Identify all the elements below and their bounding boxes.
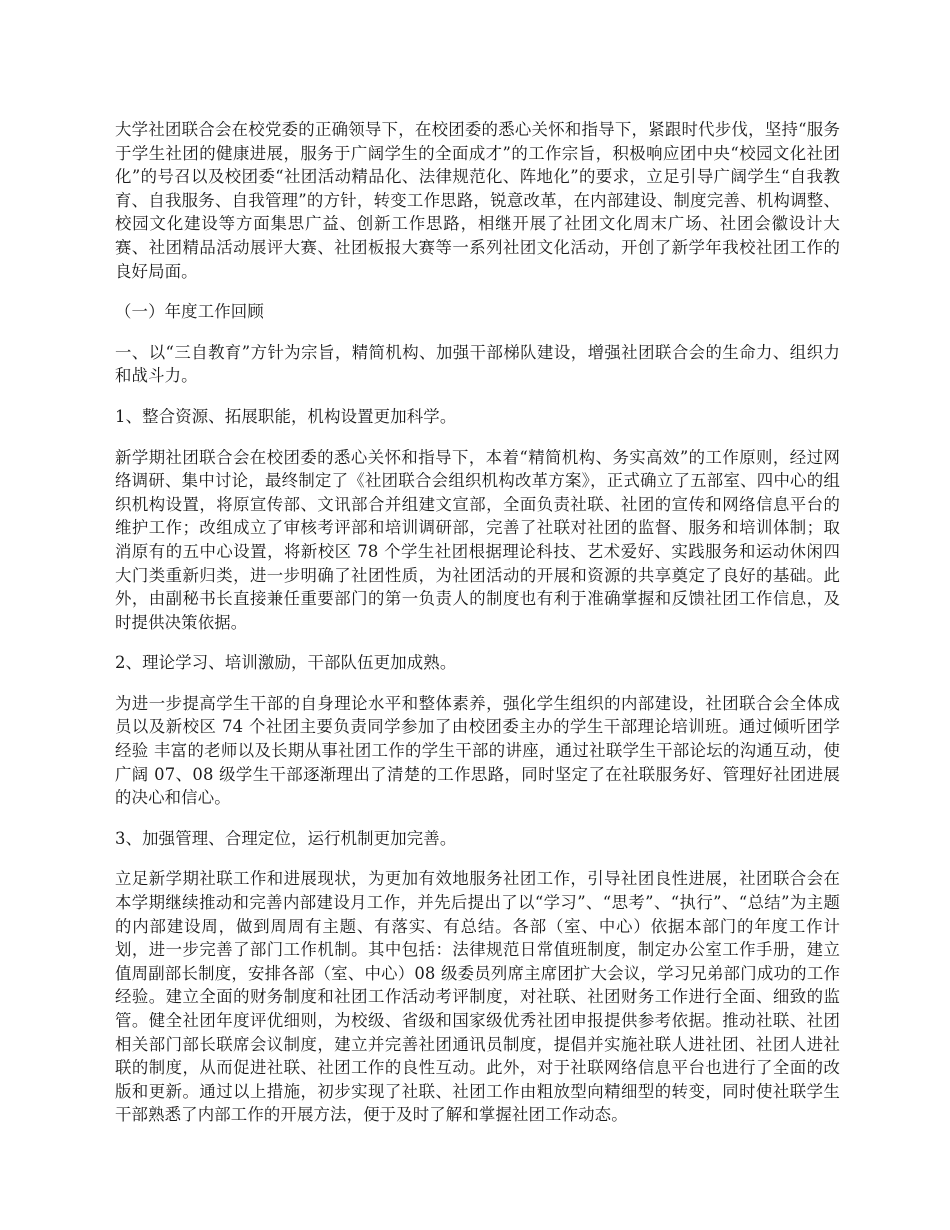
intro-paragraph: 大学社团联合会在校党委的正确领导下，在校团委的悉心关怀和指导下，紧跟时代步伐，坚持“服务于学生社团的健康进展，服务于广阔学生的全面成才”的工作宗旨，积极响应团中央“校园文化社团化”的号召以及校团委“社团活动精品化、法律规范化、阵地化”的要求，立足引导广阔学生“自我教育、自我服务、自我管理”的方针，转变工作思路，锐意改革，在内部建设、制度完善、机构调整、校园文化建设等方面集思广益、创新工作思路，相继开展了社团文化周末广场、社团会徽设计大赛、社团精品活动展评大赛、社团板报大赛等一系列社团文化活动，开创了新学年我校社团工作的良好局面。 <box>115 120 840 281</box>
subheading-3: 3、加强管理、合理定位，运行机制更加完善。 <box>115 828 457 848</box>
point-one-paragraph: 一、以“三自教育”方针为宗旨，精简机构、加强干部梯队建设，增强社团联合会的生命力、组织力和战斗力。 <box>115 342 840 386</box>
subheading-2: 2、理论学习、培训激励，干部队伍更加成熟。 <box>115 653 457 673</box>
body-paragraph-training: 为进一步提高学生干部的自身理论水平和整体素养，强化学生组织的内部建设，社团联合会全体成员以及新校区 74 个社团主要负责同学参加了由校团委主办的学生干部理论培训班。通过倾听团学经验 丰富的老师以及长期从事社团工作的学生干部的讲座，通过社联学生干部论坛的沟通互动，使广阔 07、08 级学生干部逐渐理出了清楚的工作思路，同时坚定了在社联服务好、管理好社团进展的决心和信心。 <box>115 693 840 808</box>
section-heading-annual-review: （一）年度工作回顾 <box>115 302 264 322</box>
subheading-1: 1、整合资源、拓展职能，机构设置更加科学。 <box>115 406 457 426</box>
body-paragraph-management: 立足新学期社联工作和进展现状，为更加有效地服务社团工作，引导社团良性进展，社团联合会在本学期继续推动和完善内部建设月工作，并先后提出了以“学习”、“思考”、“执行”、“总结”为主题的内部建设周，做到周周有主题、有落实、有总结。各部（室、中心）依据本部门的年度工作计划，进一步完善了部门工作机制。其中包括：法律规范日常值班制度，制定办公室工作手册，建立值周副部长制度，安排各部（室、中心）08 级委员列席主席团扩大会议，学习兄弟部门成功的工作经验。建立全面的财务制度和社团工作活动考评制度，对社联、社团财务工作进行全面、细致的监管。健全社团年度评优细则，为校级、省级和国家级优秀社团申报提供参考依据。推动社联、社团相关部门部长联席会议制度，建立并完善社团通讯员制度，提倡并实施社联人进社团、社团人进社联的制度，从而促进社联、社团工作的良性互动。此外，对于社联网络信息平台也进行了全面的改版和更新。通过以上措施，初步实现了社联、社团工作由粗放型向精细型的转变，同时使社联学生干部熟悉了内部工作的开展方法，便于及时了解和掌握社团工作动态。 <box>115 869 840 1125</box>
body-paragraph-restructure: 新学期社团联合会在校团委的悉心关怀和指导下，本着“精简机构、务实高效”的工作原则，经过网络调研、集中讨论，最终制定了《社团联合会组织机构改革方案》，正式确立了五部室、四中心的组织机构设置，将原宣传部、文讯部合并组建文宣部，全面负责社联、社团的宣传和网络信息平台的维护工作；改组成立了审核考评部和培训调研部，完善了社联对社团的监督、服务和培训体制；取消原有的五中心设置，将新校区 78 个学生社团根据理论科技、艺术爱好、实践服务和运动休闲四大门类重新归类，进一步明确了社团性质，为社团活动的开展和资源的共享奠定了良好的基础。此外，由副秘书长直接兼任重要部门的第一负责人的制度也有利于准确掌握和反馈社团工作信息，及时提供决策依据。 <box>115 447 840 632</box>
document-page <box>115 118 840 1144</box>
